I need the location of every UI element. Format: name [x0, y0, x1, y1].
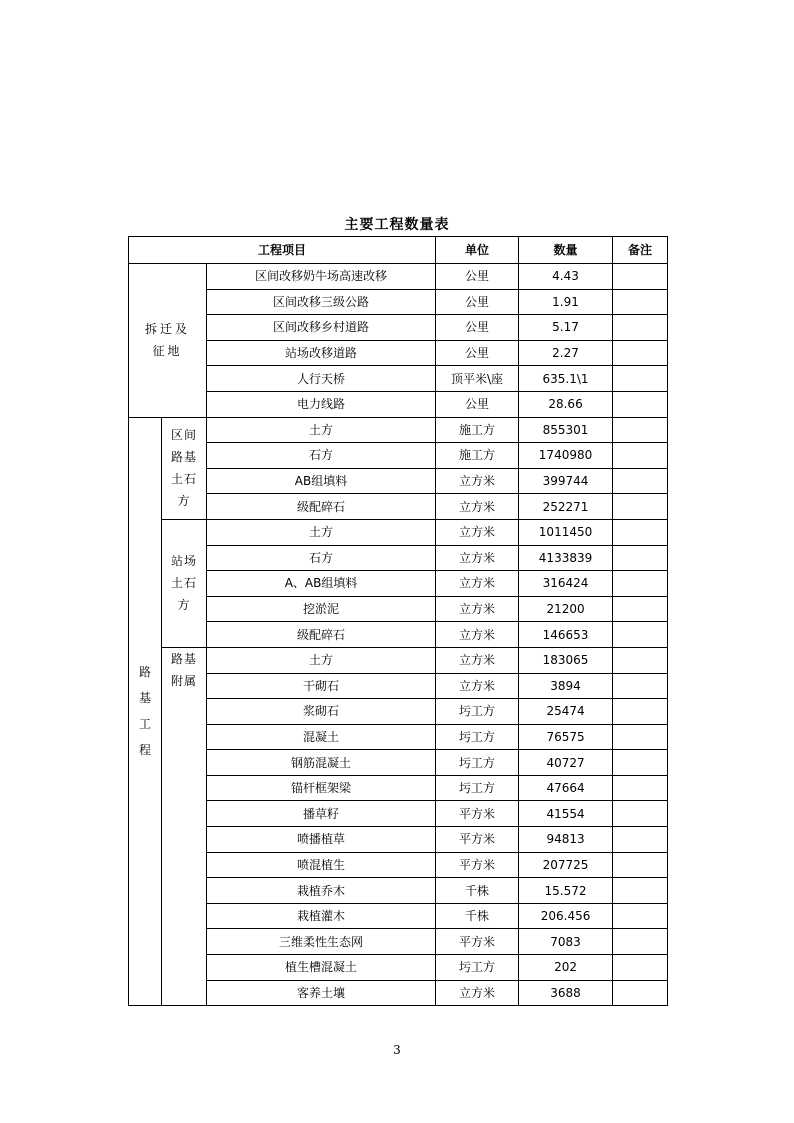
- note-cell: [613, 264, 668, 290]
- table-row: [129, 545, 668, 571]
- table-row: [129, 519, 668, 545]
- item-cell: 土方: [207, 647, 436, 673]
- header-item: 工程项目: [129, 237, 436, 264]
- unit-cell: 立方米: [436, 622, 519, 648]
- item-cell: 区间改移乡村道路: [207, 315, 436, 341]
- unit-cell: 圬工方: [436, 955, 519, 981]
- quantity-cell: 855301: [519, 417, 613, 443]
- item-cell: 栽植灌木: [207, 903, 436, 929]
- quantity-cell: 1740980: [519, 443, 613, 469]
- table-row: [129, 289, 668, 315]
- quantity-cell: 635.1\1: [519, 366, 613, 392]
- subcategory-label: 区间路基土石方: [170, 428, 197, 509]
- table-row: [129, 622, 668, 648]
- unit-cell: 圬工方: [436, 750, 519, 776]
- quantity-cell: 40727: [519, 750, 613, 776]
- unit-cell: 立方米: [436, 596, 519, 622]
- item-cell: AB组填料: [207, 468, 436, 494]
- item-cell: 三维柔性生态网: [207, 929, 436, 955]
- unit-cell: 立方米: [436, 673, 519, 699]
- unit-cell: 平方米: [436, 827, 519, 853]
- table-row: [129, 571, 668, 597]
- note-cell: [613, 417, 668, 443]
- note-cell: [613, 494, 668, 520]
- quantity-cell: 47664: [519, 775, 613, 801]
- note-cell: [613, 571, 668, 597]
- table-row: [129, 417, 668, 443]
- note-cell: [613, 289, 668, 315]
- header-unit: 单位: [436, 237, 519, 264]
- table-row: [129, 443, 668, 469]
- table-row: [129, 724, 668, 750]
- item-cell: 浆砌石: [207, 699, 436, 725]
- quantity-cell: 41554: [519, 801, 613, 827]
- unit-cell: 立方米: [436, 647, 519, 673]
- table-row: [129, 878, 668, 904]
- quantity-table: [128, 236, 668, 1006]
- item-cell: 植生槽混凝土: [207, 955, 436, 981]
- page-number: 3: [393, 1043, 401, 1057]
- unit-cell: 立方米: [436, 468, 519, 494]
- table-row: [129, 315, 668, 341]
- note-cell: [613, 340, 668, 366]
- quantity-cell: 183065: [519, 647, 613, 673]
- quantity-cell: 399744: [519, 468, 613, 494]
- quantity-cell: 4133839: [519, 545, 613, 571]
- quantity-cell: 1011450: [519, 519, 613, 545]
- note-cell: [613, 468, 668, 494]
- quantity-cell: 3688: [519, 980, 613, 1006]
- table-row: [129, 366, 668, 392]
- unit-cell: 立方米: [436, 571, 519, 597]
- header-note: 备注: [613, 237, 668, 264]
- quantity-cell: 21200: [519, 596, 613, 622]
- item-cell: 喷播植草: [207, 827, 436, 853]
- quantity-cell: 3894: [519, 673, 613, 699]
- subcategory-label: 路基附属: [170, 651, 197, 688]
- table-row: [129, 750, 668, 776]
- note-cell: [613, 366, 668, 392]
- table-row: [129, 673, 668, 699]
- category-subgrade: [129, 417, 162, 1006]
- item-cell: 电力线路: [207, 391, 436, 417]
- note-cell: [613, 315, 668, 341]
- category-label: 拆迁及征地: [144, 322, 190, 359]
- subcategory-sub2: [162, 519, 207, 647]
- quantity-cell: 252271: [519, 494, 613, 520]
- unit-cell: 千株: [436, 903, 519, 929]
- unit-cell: 施工方: [436, 443, 519, 469]
- note-cell: [613, 775, 668, 801]
- table-row: [129, 775, 668, 801]
- note-cell: [613, 903, 668, 929]
- item-cell: 客养土壤: [207, 980, 436, 1006]
- subcategory-label: 站场土石方: [170, 554, 197, 613]
- unit-cell: 千株: [436, 878, 519, 904]
- note-cell: [613, 724, 668, 750]
- unit-cell: 公里: [436, 315, 519, 341]
- category-label: 路基工程: [138, 665, 151, 758]
- item-cell: A、AB组填料: [207, 571, 436, 597]
- table-row: [129, 264, 668, 290]
- unit-cell: 平方米: [436, 852, 519, 878]
- quantity-cell: 28.66: [519, 391, 613, 417]
- note-cell: [613, 980, 668, 1006]
- quantity-cell: 5.17: [519, 315, 613, 341]
- unit-cell: 顶平米\座: [436, 366, 519, 392]
- item-cell: 干砌石: [207, 673, 436, 699]
- table-row: [129, 929, 668, 955]
- item-cell: 土方: [207, 417, 436, 443]
- table-row: [129, 699, 668, 725]
- unit-cell: 立方米: [436, 494, 519, 520]
- header-row: [129, 237, 668, 264]
- note-cell: [613, 391, 668, 417]
- unit-cell: 立方米: [436, 545, 519, 571]
- quantity-cell: 2.27: [519, 340, 613, 366]
- item-cell: 石方: [207, 545, 436, 571]
- item-cell: 喷混植生: [207, 852, 436, 878]
- note-cell: [613, 545, 668, 571]
- unit-cell: 公里: [436, 289, 519, 315]
- unit-cell: 圬工方: [436, 775, 519, 801]
- note-cell: [613, 443, 668, 469]
- unit-cell: 平方米: [436, 801, 519, 827]
- item-cell: 混凝土: [207, 724, 436, 750]
- table-row: [129, 955, 668, 981]
- quantity-cell: 202: [519, 955, 613, 981]
- category-demolition: [129, 264, 207, 418]
- unit-cell: 圬工方: [436, 699, 519, 725]
- note-cell: [613, 955, 668, 981]
- item-cell: 播草籽: [207, 801, 436, 827]
- note-cell: [613, 929, 668, 955]
- unit-cell: 立方米: [436, 980, 519, 1006]
- item-cell: 钢筋混凝土: [207, 750, 436, 776]
- item-cell: 站场改移道路: [207, 340, 436, 366]
- table-row: [129, 494, 668, 520]
- note-cell: [613, 673, 668, 699]
- unit-cell: 立方米: [436, 519, 519, 545]
- table-title: 主要工程数量表: [344, 217, 450, 233]
- item-cell: 人行天桥: [207, 366, 436, 392]
- unit-cell: 圬工方: [436, 724, 519, 750]
- item-cell: 级配碎石: [207, 622, 436, 648]
- item-cell: 栽植乔木: [207, 878, 436, 904]
- table-row: [129, 391, 668, 417]
- quantity-cell: 76575: [519, 724, 613, 750]
- table-row: [129, 647, 668, 673]
- unit-cell: 施工方: [436, 417, 519, 443]
- note-cell: [613, 878, 668, 904]
- note-cell: [613, 827, 668, 853]
- unit-cell: 公里: [436, 340, 519, 366]
- subcategory-sub3: [162, 647, 207, 1005]
- note-cell: [613, 852, 668, 878]
- table-row: [129, 596, 668, 622]
- quantity-cell: 206.456: [519, 903, 613, 929]
- item-cell: 区间改移奶牛场高速改移: [207, 264, 436, 290]
- item-cell: 挖淤泥: [207, 596, 436, 622]
- note-cell: [613, 596, 668, 622]
- header-quantity: 数量: [519, 237, 613, 264]
- item-cell: 区间改移三级公路: [207, 289, 436, 315]
- unit-cell: 平方米: [436, 929, 519, 955]
- note-cell: [613, 750, 668, 776]
- quantity-cell: 25474: [519, 699, 613, 725]
- item-cell: 锚杆框架梁: [207, 775, 436, 801]
- subcategory-sub1: [162, 417, 207, 519]
- quantity-cell: 7083: [519, 929, 613, 955]
- quantity-cell: 207725: [519, 852, 613, 878]
- table-row: [129, 980, 668, 1006]
- table-row: [129, 340, 668, 366]
- unit-cell: 公里: [436, 264, 519, 290]
- table-row: [129, 468, 668, 494]
- note-cell: [613, 622, 668, 648]
- table-row: [129, 801, 668, 827]
- item-cell: 石方: [207, 443, 436, 469]
- quantity-cell: 4.43: [519, 264, 613, 290]
- unit-cell: 公里: [436, 391, 519, 417]
- table-row: [129, 852, 668, 878]
- quantity-cell: 1.91: [519, 289, 613, 315]
- quantity-cell: 316424: [519, 571, 613, 597]
- table-row: [129, 903, 668, 929]
- quantity-cell: 146653: [519, 622, 613, 648]
- item-cell: 级配碎石: [207, 494, 436, 520]
- note-cell: [613, 699, 668, 725]
- quantity-cell: 15.572: [519, 878, 613, 904]
- note-cell: [613, 801, 668, 827]
- quantity-cell: 94813: [519, 827, 613, 853]
- note-cell: [613, 647, 668, 673]
- table-row: [129, 827, 668, 853]
- item-cell: 土方: [207, 519, 436, 545]
- note-cell: [613, 519, 668, 545]
